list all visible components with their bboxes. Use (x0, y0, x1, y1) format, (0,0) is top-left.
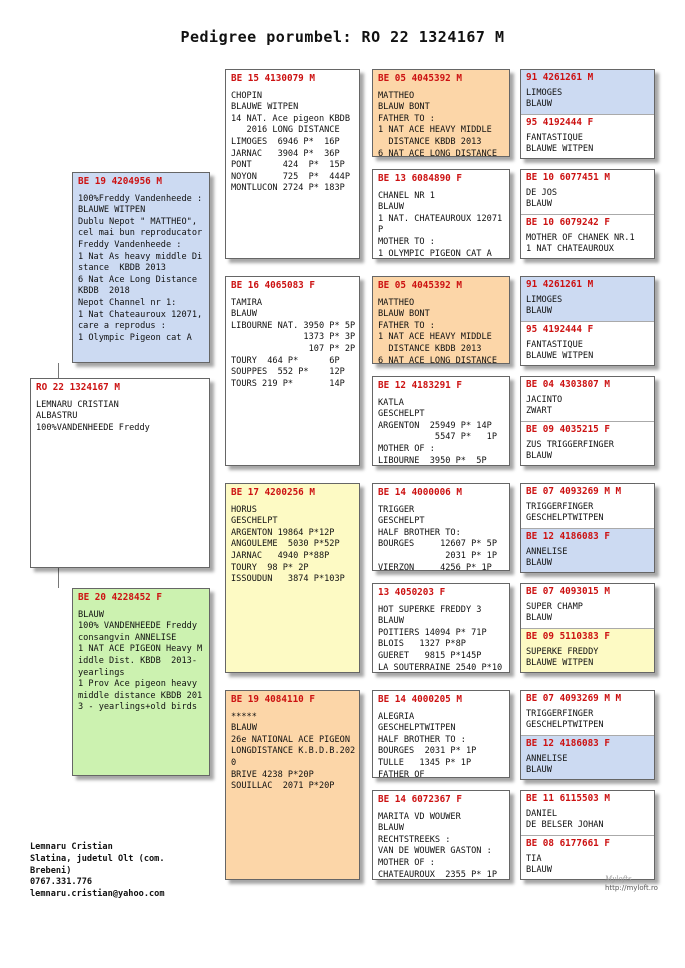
gggp-details (526, 754, 649, 777)
text-line: Dublu Nepot " MATTHEO", (78, 216, 197, 227)
gggp-details (526, 188, 649, 211)
gggp-section (521, 484, 654, 528)
gggp-section (521, 584, 654, 628)
text-line: TOURS 219 P* 14P (231, 378, 345, 389)
gggp-pair-card (520, 690, 655, 780)
great-grandparent-ring: BE 05 4045392 M (378, 73, 462, 84)
great-grandparent-ring: BE 14 4000205 M (378, 694, 462, 705)
text-line: JARNAC 4940 P*88P (231, 550, 330, 561)
gggp-pair-card (520, 583, 655, 673)
text-line: GESCHELPTWITPEN (378, 723, 456, 734)
text-line: BLAUW (526, 558, 552, 569)
text-line: SOUPPES 552 P* 12P (231, 367, 345, 378)
text-line: 6 NAT ACE LONG DISTANCE (378, 148, 497, 157)
gggp-ring: BE 11 6115503 M (526, 793, 610, 804)
text-line: LEMNARU CRISTIAN (36, 399, 119, 410)
text-line: middle distance KBDB 201 (78, 690, 203, 701)
gggp-details (526, 233, 649, 256)
gggp-section (521, 377, 654, 421)
great-grandparent-details (378, 712, 504, 778)
text-line: BLAUW (526, 199, 552, 210)
gggp-details (526, 502, 649, 525)
gggp-pair-card (520, 276, 655, 366)
text-line: LIMOGES (526, 87, 563, 98)
gggp-section (521, 70, 654, 114)
text-line: iddle Dist. KBDB 2013- (78, 655, 197, 666)
text-line: SUPER CHAMP (526, 601, 583, 612)
text-line: BLAUW (526, 765, 552, 776)
text-line: SOUILLAC 2071 P*20P (231, 781, 335, 792)
text-line: 1 OLYMPIC PIGEON CAT A (378, 248, 492, 259)
text-line: 26e NATIONAL ACE PIGEON (231, 734, 350, 745)
text-line: 3 - yearlings+old birds (78, 702, 197, 713)
great-grandparent-ring: BE 05 4045392 M (378, 280, 462, 291)
dam-card (72, 588, 210, 776)
gggp-ring: BE 09 4035215 F (526, 424, 610, 435)
text-line: RECHTSTREEKS : (378, 834, 451, 845)
gggp-ring: 91 4261261 M (526, 279, 594, 290)
text-line: JARNAC 3904 P* 36P (231, 148, 340, 159)
text-line: 100% VANDENHEEDE Freddy (78, 621, 197, 632)
text-line: GESCHELPTWITPEN (526, 720, 604, 731)
text-line: TULLE 1345 P* 1P (378, 757, 472, 768)
text-line: 2016 LONG DISTANCE (231, 125, 340, 136)
text-line: 1 NAT CHATEAUROUX (526, 244, 614, 255)
text-line: LIMOGES (526, 294, 563, 305)
gggp-ring: BE 07 4093269 M M (526, 486, 622, 497)
text-line: ANNELISE (526, 546, 568, 557)
grandparent-ring: BE 17 4200256 M (231, 487, 315, 498)
text-line: TRIGGER (378, 504, 415, 515)
text-line: 1 Nat Chateauroux 12071, (78, 309, 203, 320)
text-line: DE BELSER JOHAN (526, 820, 604, 831)
text-line: LIBOURNE 3950 P* 5P (378, 455, 487, 466)
text-line: MOTHER OF : (378, 857, 435, 868)
text-line: care a reprodus : (78, 321, 166, 332)
text-line: 1 Olympic Pigeon cat A (78, 332, 192, 343)
text-line: BOURGES 12607 P* 5P (378, 539, 497, 550)
text-line: JACINTO (526, 394, 563, 405)
text-line: BRIVE 4238 P*20P (231, 769, 314, 780)
gggp-details (526, 295, 649, 318)
gggp-details (526, 547, 649, 570)
great-grandparent-ring: BE 12 4183291 F (378, 380, 462, 391)
text-line: consangvin ANNELISE (78, 632, 177, 643)
grandparent-ring: BE 19 4084110 F (231, 694, 315, 705)
gggp-details (526, 395, 649, 418)
text-line: HORUS (231, 504, 257, 515)
great-grandparent-card (372, 69, 510, 157)
grandparent-details (231, 505, 354, 586)
text-line: 1 Prov Ace pigeon heavy (78, 679, 197, 690)
great-grandparent-details (378, 298, 504, 364)
text-line: ARGENTON 25949 P* 14P (378, 420, 492, 431)
gggp-section (521, 528, 654, 573)
text-line: BLAUW (378, 616, 404, 627)
text-line: 0 (231, 757, 237, 768)
great-grandparent-card (372, 376, 510, 466)
great-grandparent-ring: 13 4050203 F (378, 587, 446, 598)
great-grandparent-details (378, 398, 504, 466)
gggp-ring: BE 10 6077451 M (526, 172, 610, 183)
text-line: ISSOUDUN 3874 P*103P (231, 574, 345, 585)
gggp-section (521, 114, 654, 159)
text-line: 1 NAT. CHATEAUROUX 12071 (378, 213, 503, 224)
text-line: ARGENTON 19864 P*12P (231, 527, 335, 538)
text-line: BLAUW BONT (378, 102, 430, 113)
text-line: GESCHELPT (378, 516, 425, 527)
text-line: GESCHELPT (378, 409, 425, 420)
gggp-details (526, 647, 649, 670)
dam-details (78, 610, 204, 714)
text-line: PONT 424 P* 15P (231, 160, 345, 171)
text-line: DISTANCE KBDB 2013 (378, 343, 482, 354)
grandparent-ring: BE 15 4130079 M (231, 73, 315, 84)
text-line: MOTHER TO : (378, 236, 435, 247)
text-line: Slatina, judetul Olt (com. (30, 853, 165, 864)
gggp-ring: BE 12 4186083 F (526, 738, 610, 749)
text-line: MOTHER OF CHANEK NR.1 (526, 232, 635, 243)
sire-details (78, 194, 204, 345)
text-line: TRIGGERFINGER (526, 708, 594, 719)
gggp-section (521, 628, 654, 673)
text-line: TAMIRA (231, 297, 263, 308)
gggp-ring: 95 4192444 F (526, 324, 594, 335)
text-line: P (378, 225, 384, 236)
text-line: MATTHEO (378, 90, 415, 101)
gggp-details (526, 809, 649, 832)
text-line: BLAUWE WITPEN (526, 144, 594, 155)
text-line: 1 Nat As heavy middle Di (78, 251, 203, 262)
great-grandparent-details (378, 505, 504, 571)
text-line: ALEGRIA (378, 711, 415, 722)
text-line: GUERET 9815 P*145P (378, 650, 482, 661)
text-line: ***** (231, 711, 257, 722)
text-line: 1373 P* 3P (231, 332, 356, 343)
text-line: LONGDISTANCE K.B.D.B.202 (231, 746, 356, 757)
text-line: TOURY 98 P* 2P (231, 562, 309, 573)
text-line: FATHER TO : (378, 113, 435, 124)
text-line: BLAUW (526, 99, 552, 110)
grandparent-card (225, 69, 360, 259)
gggp-details (526, 602, 649, 625)
text-line: lemnaru.cristian@yahoo.com (30, 889, 165, 900)
text-line: TOURY 464 P* 6P (231, 355, 340, 366)
text-line: ZUS TRIGGERFINGER (526, 439, 614, 450)
gggp-details (526, 440, 649, 463)
text-line: MATTHEO (378, 297, 415, 308)
text-line: 1 NAT ACE PIGEON Heavy M (78, 644, 203, 655)
grandparent-ring: BE 16 4065083 F (231, 280, 315, 291)
text-line: BLAUWE WITPEN (78, 205, 146, 216)
grandparent-card (225, 690, 360, 880)
great-grandparent-details (378, 812, 504, 880)
text-line: cel mai bun reproducator (78, 228, 203, 239)
gggp-pair-card (520, 69, 655, 159)
gggp-section (521, 170, 654, 214)
text-line: DISTANCE KBDB 2013 (378, 136, 482, 147)
text-line: ZWART (526, 406, 552, 417)
great-grandparent-details (378, 191, 504, 259)
text-line: Nepot Channel nr 1: (78, 297, 177, 308)
text-line: BLAUW BONT (378, 309, 430, 320)
great-grandparent-card (372, 169, 510, 259)
grandparent-card (225, 276, 360, 466)
text-line: BLOIS 1327 P*8P (378, 639, 466, 650)
text-line: SUPERKE FREDDY (526, 646, 599, 657)
great-grandparent-card (372, 790, 510, 880)
great-grandparent-card (372, 583, 510, 673)
text-line: FANTASTIQUE (526, 339, 583, 350)
gggp-details (526, 88, 649, 111)
text-line: 107 P* 2P (231, 343, 356, 354)
text-line: FANTASTIQUE (526, 132, 583, 143)
gggp-section (521, 321, 654, 366)
text-line: 1 NAT ACE HEAVY MIDDLE (378, 125, 492, 136)
text-line: POITIERS 14094 P* 71P (378, 627, 487, 638)
great-grandparent-details (378, 91, 504, 157)
gggp-ring: BE 07 4093015 M (526, 586, 610, 597)
great-grandparent-ring: BE 14 4000006 M (378, 487, 462, 498)
text-line: BOURGES 2031 P* 1P (378, 746, 477, 757)
text-line: HOT SUPERKE FREDDY 3 (378, 604, 482, 615)
text-line: DANIEL (526, 808, 558, 819)
gggp-pair-card (520, 483, 655, 573)
text-line: yearlings (78, 667, 125, 678)
gggp-pair-card (520, 169, 655, 259)
sire-card (72, 172, 210, 363)
text-line: NOYON 725 P* 444P (231, 171, 350, 182)
text-line: BLAUW (78, 609, 104, 620)
gggp-ring: BE 10 6079242 F (526, 217, 610, 228)
gggp-details (526, 854, 649, 877)
text-line: ALBASTRU (36, 411, 78, 422)
gggp-ring: BE 08 6177661 F (526, 838, 610, 849)
site-logo: Mylofts (605, 875, 632, 883)
text-line: MONTLUCON 2724 P* 183P (231, 183, 345, 194)
text-line: MOTHER OF : (378, 443, 435, 454)
text-line: VIERZON 4256 P* 1P (378, 562, 492, 571)
gggp-ring: BE 09 5110383 F (526, 631, 610, 642)
subject-card (30, 378, 210, 568)
gggp-ring: BE 04 4303807 M (526, 379, 610, 390)
text-line: BLAUW (378, 823, 404, 834)
text-line: 5547 P* 1P (378, 432, 497, 443)
dam-ring: BE 20 4228452 F (78, 592, 162, 603)
great-grandparent-ring: BE 14 6072367 F (378, 794, 462, 805)
connector-line (58, 568, 59, 588)
text-line: 2031 P* 1P (378, 550, 497, 561)
grandparent-card (225, 483, 360, 673)
great-grandparent-details (378, 605, 504, 673)
text-line: Freddy Vandenheede : (78, 239, 182, 250)
text-line: KATLA (378, 397, 404, 408)
gggp-ring: 91 4261261 M (526, 72, 594, 83)
text-line: BLAUW (526, 865, 552, 876)
subject-details (36, 400, 204, 435)
text-line: GESCHELPT (231, 516, 278, 527)
text-line: 14 NAT. Ace pigeon KBDB (231, 113, 350, 124)
grandparent-details (231, 298, 354, 391)
text-line: HALF BROTHER TO : (378, 734, 466, 745)
text-line: Brebeni) (30, 865, 72, 876)
gggp-section (521, 791, 654, 835)
text-line: GESCHELPTWITPEN (526, 513, 604, 524)
text-line: MARITA VD WOUWER (378, 811, 461, 822)
text-line: BLAUWE WITPEN (231, 102, 299, 113)
subject-ring: RO 22 1324167 M (36, 382, 120, 393)
great-grandparent-card (372, 483, 510, 571)
text-line: TRIGGERFINGER (526, 501, 594, 512)
gggp-section (521, 735, 654, 780)
owner-info (30, 842, 165, 901)
text-line: LIMOGES 6946 P* 16P (231, 136, 340, 147)
page-title: Pedigree porumbel: RO 22 1324167 M (180, 28, 505, 46)
text-line: BLAUWE WITPEN (526, 351, 594, 362)
text-line: TIA (526, 853, 542, 864)
text-line: 0767.331.776 (30, 877, 93, 888)
text-line: FATHER OF (378, 769, 425, 778)
grandparent-details (231, 91, 354, 195)
text-line: CHANEL NR 1 (378, 190, 435, 201)
gggp-section (521, 277, 654, 321)
text-line: BLAUW (378, 202, 404, 213)
text-line: BLAUW (231, 723, 257, 734)
gggp-details (526, 709, 649, 732)
gggp-pair-card (520, 790, 655, 880)
text-line: CHOPIN (231, 90, 263, 101)
text-line: BLAUW (526, 451, 552, 462)
text-line: Lemnaru Cristian (30, 842, 113, 852)
gggp-ring: BE 07 4093269 M M (526, 693, 622, 704)
great-grandparent-card (372, 690, 510, 778)
text-line: stance KBDB 2013 (78, 263, 166, 274)
gggp-section (521, 835, 654, 880)
text-line: BLAUW (231, 309, 257, 320)
text-line: KBDB 2018 (78, 286, 130, 297)
great-grandparent-ring: BE 13 6084890 F (378, 173, 462, 184)
gggp-section (521, 421, 654, 466)
text-line: ANGOULEME 5030 P*52P (231, 539, 340, 550)
text-line: ANNELISE (526, 753, 568, 764)
gggp-pair-card (520, 376, 655, 466)
text-line: HALF BROTHER TO: (378, 527, 461, 538)
gggp-details (526, 340, 649, 363)
text-line: 100%Freddy Vandenheede : (78, 193, 203, 204)
gggp-ring: BE 12 4186083 F (526, 531, 610, 542)
text-line: CHATEAUROUX 2355 P* 1P (378, 869, 497, 880)
text-line: VAN DE WOUWER GASTON : (378, 846, 492, 857)
text-line: 6 NAT ACE LONG DISTANCE (378, 355, 497, 364)
text-line: FATHER TO : (378, 320, 435, 331)
great-grandparent-card (372, 276, 510, 364)
text-line: LA SOUTERRAINE 2540 P*10 (378, 662, 503, 673)
grandparent-details (231, 712, 354, 793)
gggp-ring: 95 4192444 F (526, 117, 594, 128)
text-line: 100%VANDENHEEDE Freddy (36, 422, 150, 433)
gggp-section (521, 691, 654, 735)
gggp-details (526, 133, 649, 156)
site-url: http://myloft.ro (605, 884, 658, 892)
text-line: BLAUW (526, 306, 552, 317)
text-line: DE JOS (526, 187, 558, 198)
text-line: BLAUW (526, 613, 552, 624)
text-line: BLAUWE WITPEN (526, 658, 594, 669)
gggp-section (521, 214, 654, 259)
sire-ring: BE 19 4204956 M (78, 176, 162, 187)
text-line: 6 Nat Ace Long Distance (78, 274, 197, 285)
text-line: LIBOURNE NAT. 3950 P* 5P (231, 320, 356, 331)
text-line: 1 NAT ACE HEAVY MIDDLE (378, 332, 492, 343)
